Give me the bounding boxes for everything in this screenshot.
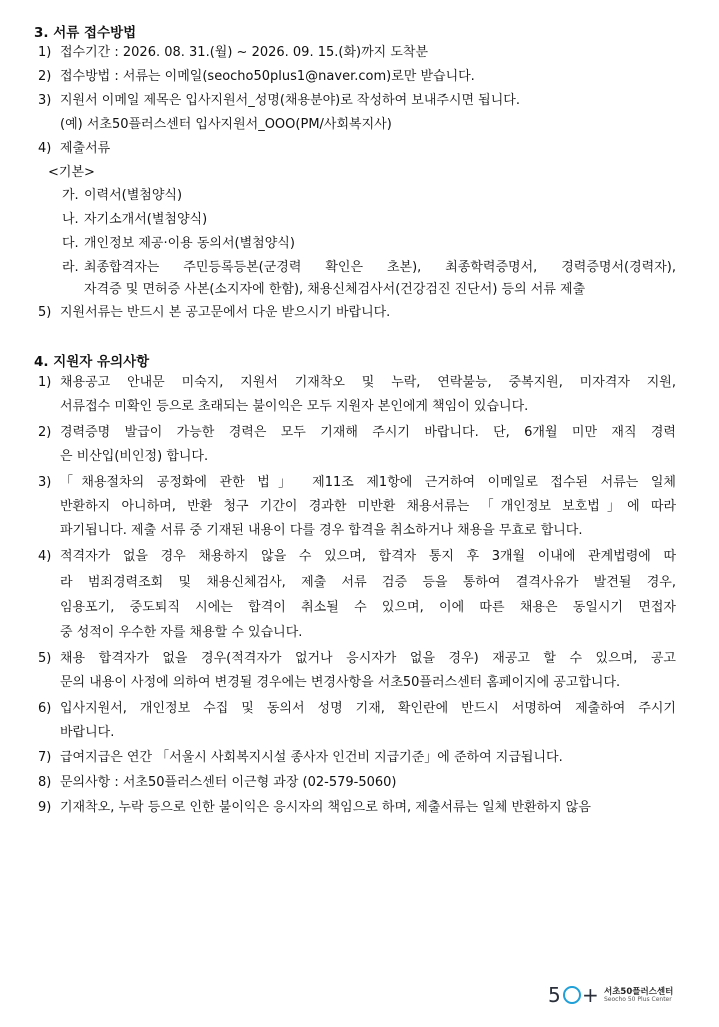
basic-label: <기본> [48, 165, 95, 180]
s3-item2-num: 2) [38, 69, 52, 84]
s4-item5-line1: 채용 합격자가 없을 경우(적격자가 없거나 응시자가 없을 경우) 재공고 할 수 있으며, 공고 [60, 651, 676, 666]
doc-ra-num: 라. [62, 260, 79, 275]
s4-item5-num: 5) [38, 651, 52, 666]
s3-item4-text: 제출서류 [60, 141, 111, 156]
s4-item1-line1: 채용공고 안내문 미숙지, 지원서 기재착오 및 누락, 연락불능, 중복지원, 미자격자 지원, [60, 375, 676, 390]
section3-title: 3. 서류 접수방법 [34, 25, 137, 41]
doc-da-num: 다. [62, 236, 79, 251]
s4-item7-num: 7) [38, 750, 52, 765]
section4-title: 4. 지원자 유의사항 [34, 354, 150, 370]
logo-name-en: Seocho 50 Plus Center [604, 996, 672, 1003]
center-logo [548, 982, 698, 1008]
logo-digit-five: 5 [548, 983, 561, 1007]
s4-item4-num: 4) [38, 549, 52, 564]
logo-name-ko: 서초50플러스센터 [604, 987, 674, 997]
s3-example-text: (예) 서초50플러스센터 입사지원서_OOO(PM/사회복지사) [60, 117, 392, 132]
s4-item2-line2: 은 비산입(비인정) 합니다. [60, 449, 209, 464]
s3-item2-text: 접수방법 : 서류는 이메일(seocho50plus1@naver.com)로만 받습니다. [60, 69, 475, 84]
s3-item1-num: 1) [38, 45, 52, 60]
s4-item3-line2: 반환하지 아니하며, 반환 청구 기간이 경과한 미반환 채용서류는 「개인정보 보호법」에 따라 [60, 499, 676, 514]
doc-ra-text: 최종합격자는 주민등록등본(군경력 확인은 초본), 최종학력증명서, 경력증명서(경력자), [84, 260, 676, 275]
s3-item4-num: 4) [38, 141, 52, 156]
s4-item6-line1: 입사지원서, 개인정보 수집 및 동의서 성명 기재, 확인란에 반드시 서명하여 제출하여 주시기 [60, 701, 676, 716]
s4-item6-num: 6) [38, 701, 52, 716]
s3-item3-text: 지원서 이메일 제목은 입사지원서_성명(채용분야)로 작성하여 보내주시면 됩니다. [60, 93, 520, 108]
s4-item9-text: 기재착오, 누락 등으로 인한 불이익은 응시자의 책임으로 하며, 제출서류는 일체 반환하지 않음 [60, 800, 591, 815]
s3-item1-text: 접수기간 : 2026. 08. 31.(월) ~ 2026. 09. 15.(화)까지 도착분 [60, 45, 429, 60]
doc-ga-text: 이력서(별첨양식) [84, 188, 183, 203]
s4-item4-line4: 중 성적이 우수한 자를 채용할 수 있습니다. [60, 625, 303, 640]
s4-item5-line2: 문의 내용이 사정에 의하여 변경될 경우에는 변경사항을 서초50플러스센터 홈페이지에 공고합니다. [60, 675, 621, 690]
s3-item5-text: 지원서류는 반드시 본 공고문에서 다운 받으시기 바랍니다. [60, 305, 391, 320]
doc-ra-text-cont: 자격증 및 면허증 사본(소지자에 한함), 채용신체검사서(건강검진 진단서) 등의 서류 제출 [84, 282, 586, 297]
doc-ga-num: 가. [62, 188, 79, 203]
s4-item4-line1: 적격자가 없을 경우 채용하지 않을 수 있으며, 합격자 통지 후 3개월 이내에 관계법령에 따 [60, 549, 676, 564]
s4-item9-num: 9) [38, 800, 52, 815]
logo-plus-icon: + [582, 983, 599, 1007]
s4-item8-num: 8) [38, 775, 52, 790]
s4-item2-num: 2) [38, 425, 52, 440]
s4-item2-line1: 경력증명 발급이 가능한 경력은 모두 기재해 주시기 바랍니다. 단, 6개월 미만 재직 경력 [60, 425, 676, 440]
s4-item1-num: 1) [38, 375, 52, 390]
doc-da-text: 개인정보 제공·이용 동의서(별첨양식) [84, 236, 295, 251]
s4-item1-line2: 서류접수 미확인 등으로 초래되는 불이익은 모두 지원자 본인에게 책임이 있습니다. [60, 399, 529, 414]
s4-item6-line2: 바랍니다. [60, 725, 115, 740]
doc-na-num: 나. [62, 212, 79, 227]
s3-item3-num: 3) [38, 93, 52, 108]
s4-item3-line3: 파기됩니다. 제출 서류 중 기재된 내용이 다를 경우 합격을 취소하거나 채용을 무효로 합니다. [60, 523, 583, 538]
s4-item3-line1: 「채용절차의 공정화에 관한 법」 제11조 제1항에 근거하여 이메일로 접수된 서류는 일체 [60, 475, 676, 490]
s4-item8-text: 문의사항 : 서초50플러스센터 이근형 과장 (02-579-5060) [60, 775, 397, 790]
s4-item7-text: 급여지급은 연간 「서울시 사회복지시설 종사자 인건비 지급기준」에 준하여 지급됩니다. [60, 750, 563, 765]
s3-item5-num: 5) [38, 305, 52, 320]
s4-item3-num: 3) [38, 475, 52, 490]
s4-item4-line2: 라 범죄경력조회 및 채용신체검사, 제출 서류 검증 등을 통하여 결격사유가 발견될 경우, [60, 575, 676, 590]
logo-ring-icon [563, 986, 581, 1004]
doc-na-text: 자기소개서(별첨양식) [84, 212, 208, 227]
s4-item4-line3: 임용포기, 중도퇴직 시에는 합격이 취소될 수 있으며, 이에 따른 채용은 동일시기 면접자 [60, 600, 676, 615]
